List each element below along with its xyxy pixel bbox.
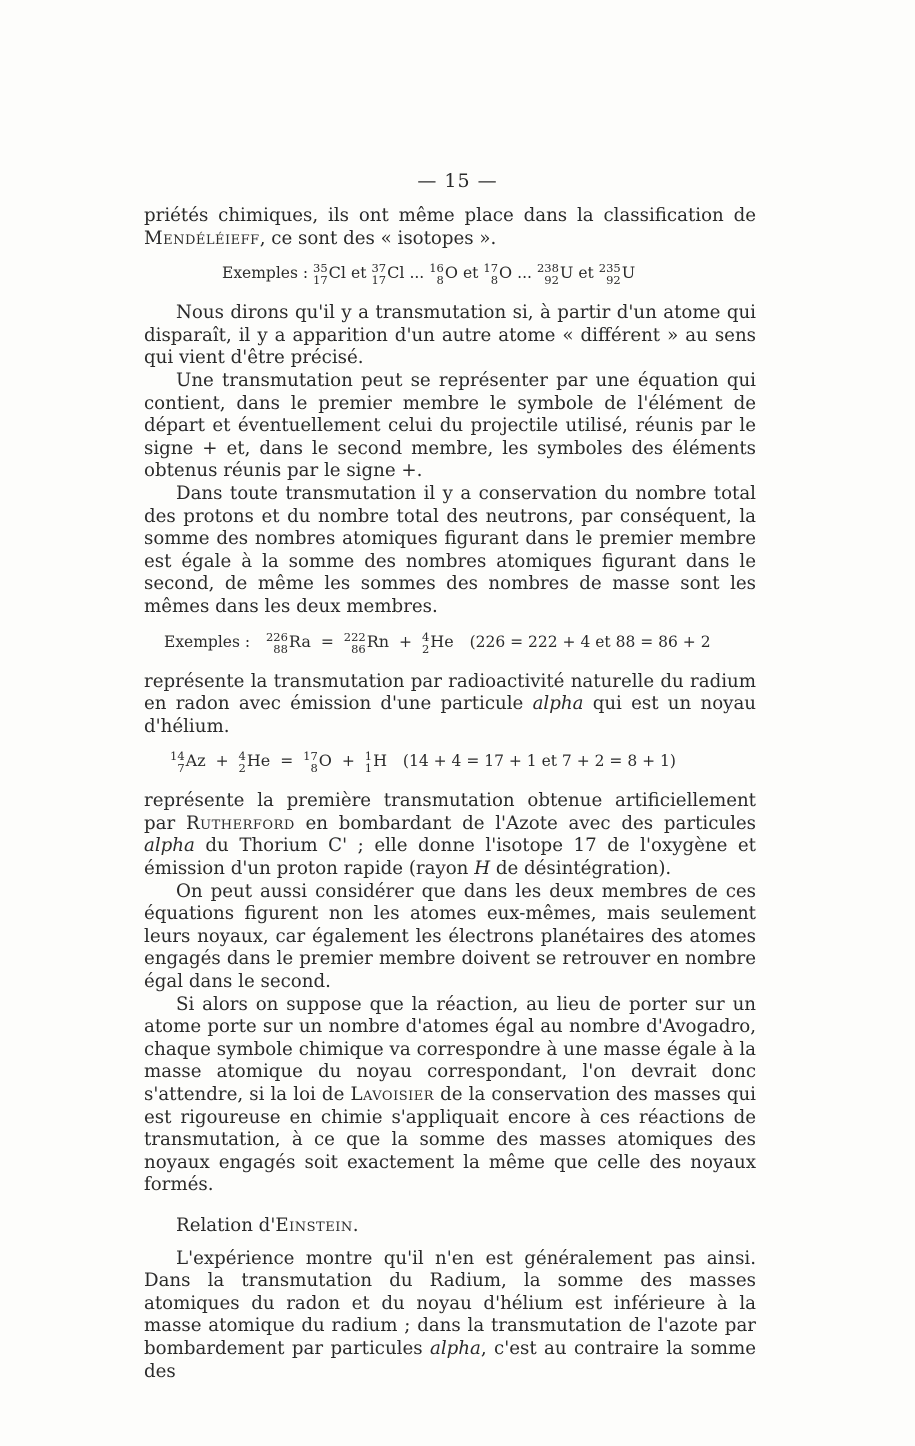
nuclide-he: 4 2	[421, 629, 430, 656]
radium-equation: Exemples : 226 88 Ra = 222 86 Rn + 4 2 He (226 = 222 + 4 et 88 = 86 + 2	[164, 629, 711, 656]
paragraph-3: Une transmutation peut se représenter par une équation qui contient, dans le premier membre le symbole de l'élément de départ et éventuellement celui du projectile utilisé, réunis par le signe + et, dans le second membre, les symboles des éléments obtenus réunis par le signe +.	[144, 369, 756, 482]
nuclide-cl-35: 35 17	[313, 261, 328, 288]
paragraph-7: On peut aussi considérer que dans les deux membres de ces équations figurent non les atomes eux-mêmes, mais seulement leurs noyaux, car également les électrons planétaires des atomes engagés dans le premier membre doivent se retrouver en nombre égal dans le second.	[144, 880, 756, 993]
separator: et	[351, 264, 367, 283]
nuclide-ra: 226 88	[265, 629, 288, 656]
nuclide-rn: 222 86	[343, 629, 366, 656]
separator: et	[462, 264, 479, 283]
nuclide-u-238: 238 92	[536, 261, 559, 288]
isotope-examples	[144, 258, 756, 288]
paragraph-4: Dans toute transmutation il y a conservation du nombre total des protons et du nombre total des neutrons, par conséquent, la somme des nombres atomiques figurant dans le premier membre est égale à la somme des nombres atomiques figurant dans le second, de même les sommes des nombres de masse sont les mêmes dans les deux membres.	[144, 482, 756, 617]
element-symbol: U	[559, 263, 574, 283]
balance-check: (226 = 222 + 4 et 88 = 86 + 2	[469, 632, 711, 651]
page-number: — 15 —	[417, 170, 498, 192]
balance-check: (14 + 4 = 17 + 1 et 7 + 2 = 8 + 1)	[402, 752, 676, 771]
element-symbol: U	[621, 263, 636, 283]
section-heading: Relation d'Einstein.	[176, 1214, 359, 1236]
nuclide-u-235: 235 92	[598, 261, 621, 288]
element-symbol: O	[444, 263, 458, 283]
paragraph-5: représente la transmutation par radioactivité naturelle du radium en radon avec émission d'une particule alpha qui est un noyau d'hélium.	[144, 670, 756, 737]
nuclide-o-17: 17 8	[483, 261, 499, 288]
nuclide-o-16: 16 8	[429, 261, 444, 288]
paragraph-1: priétés chimiques, ils ont même place dans la classification de Mendéléieff, ce sont des « isotopes ».	[144, 205, 756, 249]
examples-label: Exemples :	[164, 632, 251, 651]
nuclide-h: 1 1	[364, 749, 373, 776]
nitrogen-equation: 14 7 Az + 4 2 He = 17 8 O + 1 1 H (14 + 4 = 17 + 1 et 7 + 2 = 8 + 1)	[170, 749, 676, 776]
paragraph-9: L'expérience montre qu'il n'en est généralement pas ainsi. Dans la transmutation du Radium, la somme des masses atomiques du radon et du noyau d'hélium est inférieure à la masse atomique du radium ; dans la transmutation de l'azote par bombardement par particules alpha, c'est au contraire la somme des	[144, 1247, 756, 1382]
nuclide-o: 17 8	[303, 749, 318, 776]
element-symbol: Cl	[328, 263, 347, 283]
isotope-list	[313, 261, 636, 288]
nuclide-cl-37: 37 17	[371, 261, 387, 288]
separator: ...	[409, 264, 425, 283]
paragraph-8: Si alors on suppose que la réaction, au lieu de porter sur un atome porte sur un nombre d'atomes égal au nombre d'Avogadro, chaque symbole chimique va correspondre à une masse égale à la masse atomique du noyau correspondant, l'on devrait donc s'attendre, si la loi de Lavoisier de la conservation des masses qui est rigoureuse en chimie s'appliquait encore à ces réactions de transmutation, à ce que la somme des masses atomiques des noyaux engagés soit exactement la même que celle des noyaux formés.	[144, 993, 756, 1196]
author-rutherford: Rutherford	[185, 812, 295, 834]
author-einstein: Einstein	[275, 1214, 353, 1236]
element-symbol: O	[499, 263, 513, 283]
separator: et	[578, 264, 594, 283]
nuclide-he: 4 2	[238, 749, 246, 776]
element-symbol: Cl	[387, 263, 405, 283]
paragraph-6: représente la première transmutation obtenue artificiellement par Rutherford en bombardant de l'Azote avec des particules alpha du Thorium C' ; elle donne l'isotope 17 de l'oxygène et émission d'un proton rapide (rayon H de désintégration).	[144, 790, 757, 880]
page-body	[144, 205, 756, 1383]
author-mendeleieff: Mendéléieff	[144, 227, 260, 249]
author-lavoisier: Lavoisier	[350, 1084, 435, 1105]
examples-label: Exemples :	[222, 264, 309, 283]
nuclide-az: 14 7	[170, 749, 185, 776]
paragraph-2: Nous dirons qu'il y a transmutation si, à partir d'un atome qui disparaît, il y a apparition d'un autre atome « différent » au sens qui vient d'être précisé.	[144, 302, 756, 369]
separator: ...	[517, 264, 532, 283]
